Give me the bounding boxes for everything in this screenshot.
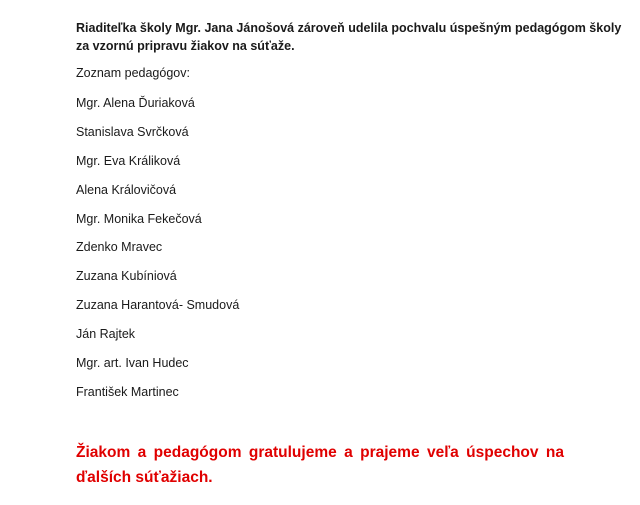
teacher-list-item: Zdenko Mravec [76,240,163,255]
teacher-list-item: Ján Rajtek [76,327,136,342]
teacher-list [76,95,239,413]
teacher-list-item: Zuzana Kubíniová [76,269,177,284]
teacher-list-item: Mgr. art. Ivan Hudec [76,356,189,371]
teacher-list-item: Mgr. Alena Ďuriaková [76,96,195,110]
congratulations-line-2: ďalších súťažiach. [76,469,213,486]
teacher-list-item: Alena Královičová [76,182,177,197]
intro-line-2: za vzornú pripravu žiakov na súťaže. [76,39,295,53]
teacher-list-item: Zuzana Harantová- Smudová [76,298,240,313]
teacher-list-item: Stanislava Svrčková [76,124,189,139]
congratulations-line-1: Žiakom a pedagógom gratulujeme a prajeme veľa úspechov na [76,444,564,461]
teacher-list-heading: Zoznam pedagógov: [76,66,190,80]
teacher-list-item: František Martinec [76,384,179,399]
teacher-list-item: Mgr. Eva Králiková [76,153,181,168]
intro-line-1: Riaditeľka školy Mgr. Jana Jánošová zároveň udelila pochvalu úspešným pedagógom školy [76,21,622,35]
intro-paragraph [76,19,622,55]
congratulations-message [76,440,564,490]
teacher-list-item: Mgr. Monika Fekečová [76,211,202,226]
